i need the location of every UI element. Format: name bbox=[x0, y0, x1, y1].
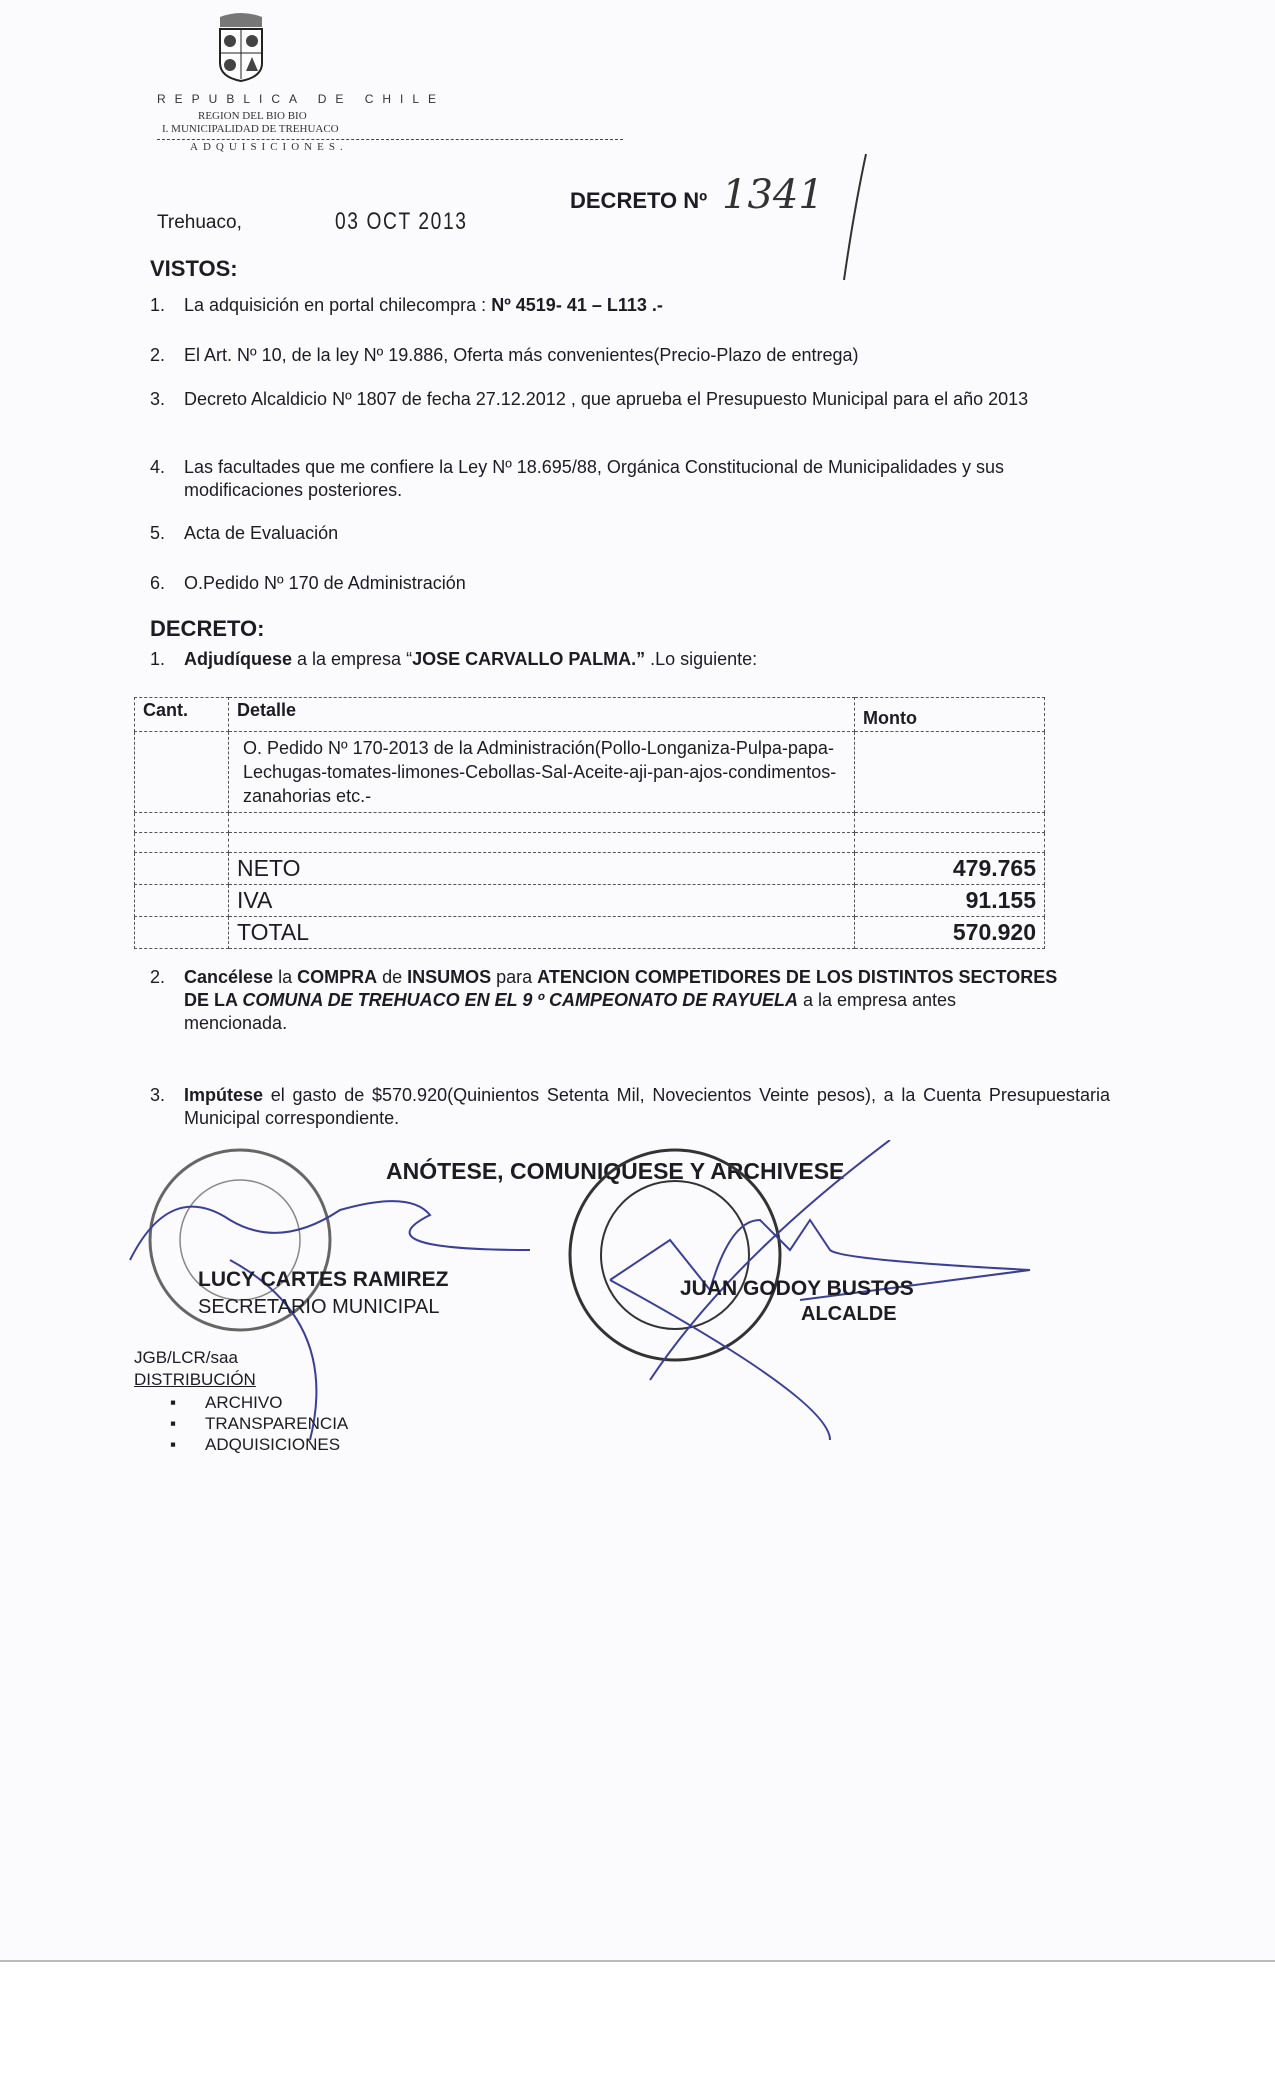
distribution-item: ▪ ADQUISICIONES bbox=[170, 1435, 341, 1454]
decreto-item-2 bbox=[150, 966, 1110, 1035]
header-department: ADQUISICIONES. bbox=[190, 141, 348, 153]
iva-value: 91.155 bbox=[855, 885, 1045, 917]
item-text: O.Pedido Nº 170 de Administración bbox=[184, 573, 466, 593]
header-monto: Monto bbox=[855, 698, 1045, 732]
header-country: REPUBLICA DE CHILE bbox=[157, 92, 446, 106]
vistos-title: VISTOS: bbox=[150, 256, 238, 281]
t: a la empresa antes mencionada. bbox=[184, 990, 957, 1033]
t: ADQUISICIONES bbox=[205, 1435, 341, 1454]
table-row bbox=[135, 732, 1045, 813]
neto-label: NETO bbox=[229, 853, 855, 885]
signer-2-name: JUAN GODOY BUSTOS bbox=[680, 1277, 914, 1300]
distribution-list bbox=[170, 1392, 348, 1455]
total-value: 570.920 bbox=[855, 917, 1045, 949]
item-number: 1. bbox=[150, 649, 166, 669]
closing-formula: ANÓTESE, COMUNIQUESE Y ARCHIVESE bbox=[386, 1158, 845, 1184]
item-text: El Art. Nº 10, de la ley Nº 19.886, Oferta más convenientes(Precio-Plazo de entrega) bbox=[184, 345, 859, 365]
detail-cell: O. Pedido Nº 170-2013 de la Administración(Pollo-Longaniza-Pulpa-papa-Lechugas-tomates-limones-Cebollas-Sal-Aceite-aji-pan-ajos-condimentos-zanahorias etc.- bbox=[229, 732, 855, 813]
item-text: Decreto Alcaldicio Nº 1807 de fecha 27.12.2012 , que aprueba el Presupuesto Municipal para el año 2013 bbox=[184, 389, 1029, 409]
item-number: 2. bbox=[150, 345, 166, 365]
handwritten-slash bbox=[840, 150, 870, 285]
item-text: a la empresa “ bbox=[292, 649, 413, 669]
item-text: .Lo siguiente: bbox=[645, 649, 758, 669]
t: COMPRA bbox=[297, 967, 378, 987]
item-number: 5. bbox=[150, 523, 166, 543]
t: Cancélese bbox=[184, 967, 274, 987]
item-number: 2. bbox=[150, 967, 166, 987]
distribution-item: ▪ TRANSPARENCIA bbox=[170, 1414, 349, 1433]
header-municipality: I. MUNICIPALIDAD DE TREHUACO bbox=[162, 123, 339, 135]
vistos-item-6 bbox=[150, 572, 1110, 595]
decreto-item-3 bbox=[150, 1084, 1110, 1130]
vistos-item-1 bbox=[150, 294, 1110, 317]
item-number: 3. bbox=[150, 389, 166, 409]
decree-label: DECRETO Nº bbox=[570, 188, 708, 213]
item-text: La adquisición en portal chilecompra : bbox=[184, 295, 487, 315]
header-divider bbox=[157, 139, 623, 140]
t: Impútese bbox=[184, 1085, 264, 1105]
t: el gasto de $570.920(Quinientos Setenta Mil, Novecientos Veinte pesos), a la Cuenta Presupuestaria Municipal correspondiente. bbox=[184, 1085, 1110, 1128]
t: TRANSPARENCIA bbox=[205, 1414, 349, 1433]
signer-1-name: LUCY CARTES RAMIREZ bbox=[198, 1268, 449, 1291]
item-bold: Adjudíquese bbox=[184, 649, 293, 669]
item-text: Las facultades que me confiere la Ley Nº 18.695/88, Orgánica Constitucional de Municipalidades y sus modificaciones posteriores. bbox=[184, 457, 1005, 500]
place: Trehuaco, bbox=[157, 212, 242, 233]
item-text: Acta de Evaluación bbox=[184, 523, 339, 543]
vistos-item-5 bbox=[150, 522, 1110, 545]
t: INSUMOS bbox=[407, 967, 492, 987]
item-bold: Nº 4519- 41 – L113 .- bbox=[491, 295, 663, 315]
t: COMUNA DE TREHUACO EN EL 9 º CAMPEONATO DE RAYUELA bbox=[242, 990, 798, 1010]
table-row-iva bbox=[135, 885, 1045, 917]
iva-label: IVA bbox=[229, 885, 855, 917]
table-row-empty bbox=[135, 833, 1045, 853]
table-header-row bbox=[135, 698, 1045, 732]
coat-of-arms-icon bbox=[214, 13, 268, 83]
vistos-item-2 bbox=[150, 344, 1110, 367]
decreto-title: DECRETO: bbox=[150, 616, 265, 641]
initials: JGB/LCR/saa bbox=[134, 1348, 238, 1367]
table-row-empty bbox=[135, 813, 1045, 833]
distribution-title: DISTRIBUCIÓN bbox=[134, 1370, 256, 1389]
item-number: 6. bbox=[150, 573, 166, 593]
vistos-item-4 bbox=[150, 456, 1110, 502]
header-detalle: Detalle bbox=[229, 698, 855, 732]
total-label: TOTAL bbox=[229, 917, 855, 949]
t: para bbox=[491, 967, 538, 987]
vistos-item-3 bbox=[150, 388, 1110, 411]
purchase-table bbox=[134, 697, 1045, 949]
table-row-total bbox=[135, 917, 1045, 949]
t: de bbox=[377, 967, 408, 987]
item-number: 3. bbox=[150, 1085, 166, 1105]
header-region: REGION DEL BIO BIO bbox=[198, 110, 307, 122]
distribution-item: ▪ ARCHIVO bbox=[170, 1393, 283, 1412]
company-name: JOSE CARVALLO PALMA.” bbox=[412, 649, 646, 669]
item-number: 4. bbox=[150, 457, 166, 477]
t: ATENCION COMPETIDORES DE LOS DISTINTOS SECTORES DE LA bbox=[184, 967, 1058, 1010]
neto-value: 479.765 bbox=[855, 853, 1045, 885]
t: la bbox=[273, 967, 298, 987]
signer-1-title: SECRETARIO MUNICIPAL bbox=[198, 1296, 440, 1318]
decree-number-handwritten: 1341 bbox=[722, 172, 824, 218]
header-cant: Cant. bbox=[135, 698, 229, 732]
signer-2-title: ALCALDE bbox=[801, 1303, 897, 1325]
table-row-neto bbox=[135, 853, 1045, 885]
date-stamp: 03 OCT 2013 bbox=[335, 208, 468, 235]
decreto-item-1 bbox=[150, 648, 1110, 671]
item-number: 1. bbox=[150, 295, 166, 315]
t: ARCHIVO bbox=[205, 1393, 283, 1412]
